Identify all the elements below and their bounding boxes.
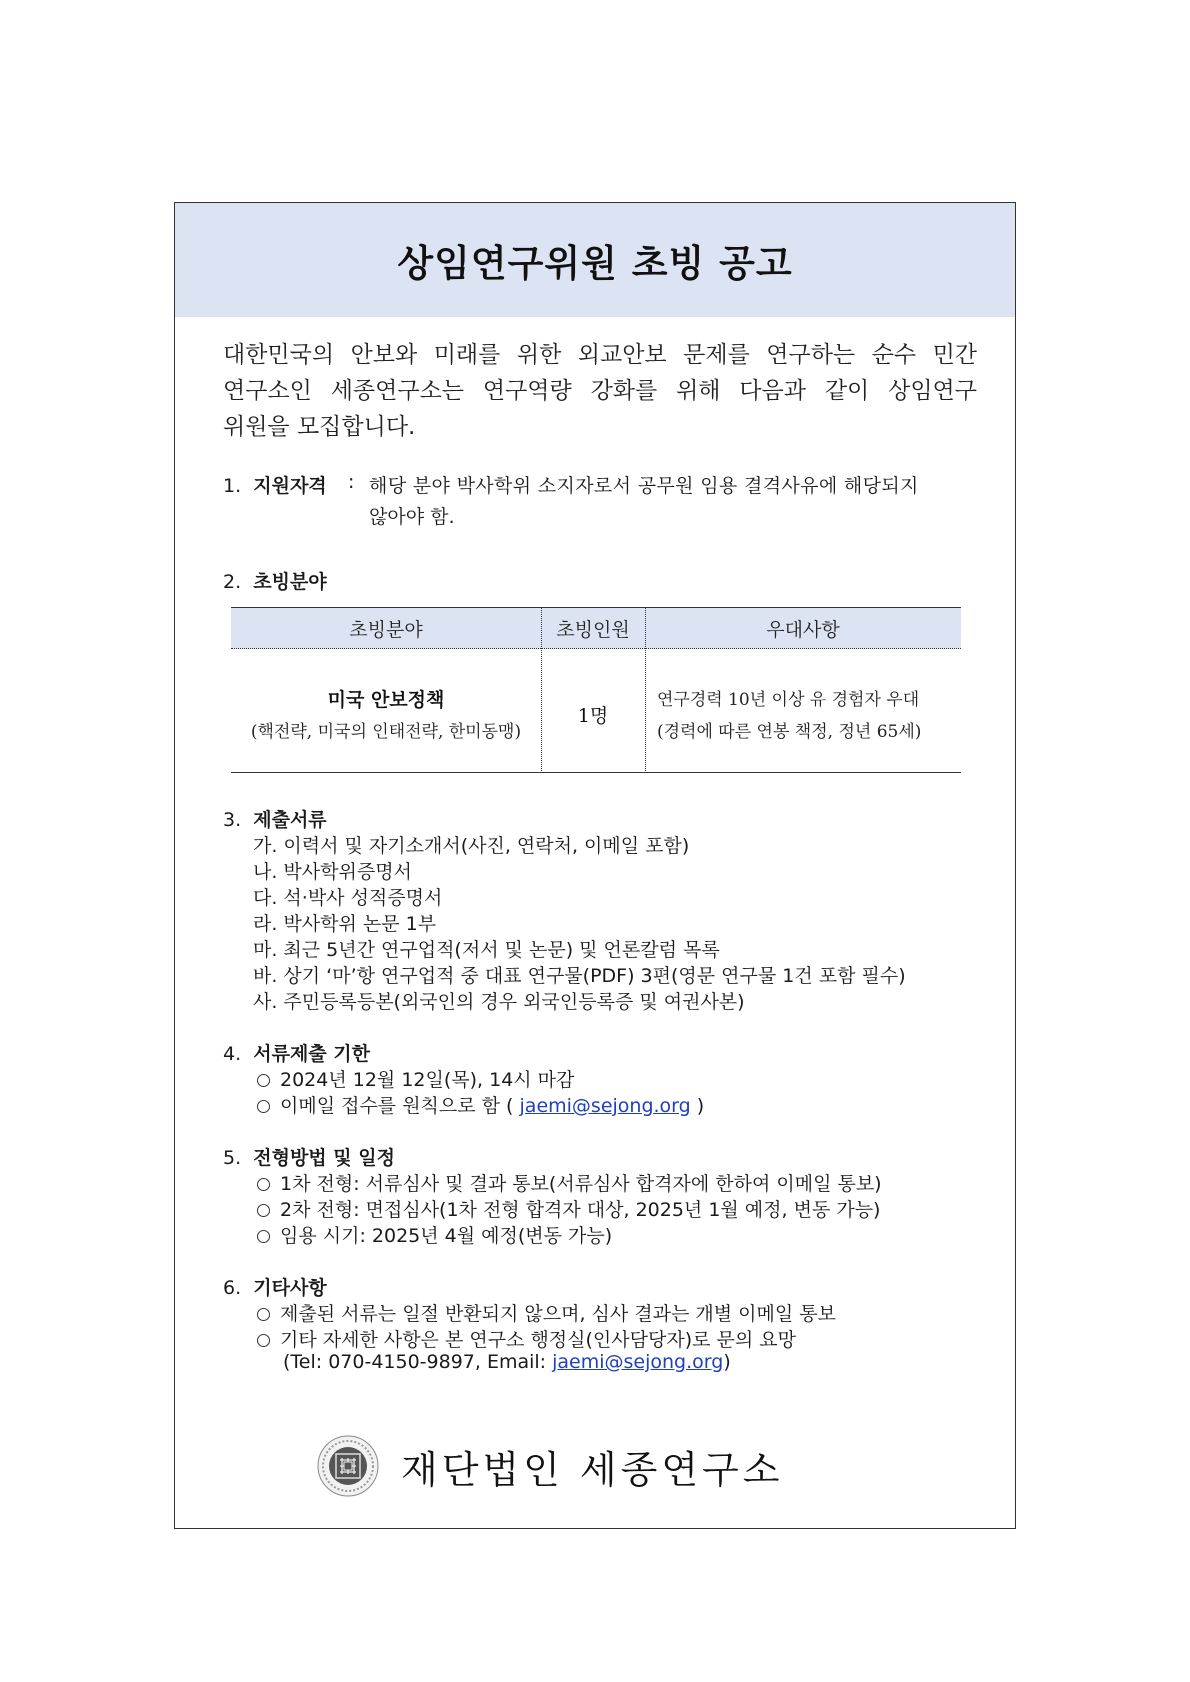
schedule-text: 2차 전형: 면접심사(1차 전형 합격자 대상, 2025년 1월 예정, 변동 가능) <box>280 1199 881 1221</box>
circle-bullet-icon <box>257 1100 270 1113</box>
intro-paragraph <box>223 337 977 445</box>
footer <box>317 1435 783 1497</box>
section-title: 초빙분야 <box>253 571 327 593</box>
section-number: 4. <box>223 1043 242 1065</box>
document-item: 다. 석·박사 성적증명서 <box>253 887 443 909</box>
schedule-item <box>257 1169 882 1196</box>
sejong-seal-icon <box>317 1435 379 1497</box>
section-number: 3. <box>223 809 242 831</box>
count-value: 1명 <box>577 705 609 727</box>
section-title: 전형방법 및 일정 <box>253 1147 395 1169</box>
document-item: 가. 이력서 및 자기소개서(사진, 연락처, 이메일 포함) <box>253 835 690 857</box>
misc-item <box>257 1299 836 1326</box>
section-title: 서류제출 기한 <box>253 1043 370 1065</box>
circle-bullet-icon <box>257 1230 270 1243</box>
section-5-heading <box>223 1143 395 1170</box>
section-1-colon: : <box>348 471 355 493</box>
table-cell-preference <box>645 649 961 773</box>
field-main: 미국 안보정책 <box>327 689 445 711</box>
section-number: 2. <box>223 571 242 593</box>
table-header-cell: 우대사항 <box>766 618 840 641</box>
section-title: 기타사항 <box>253 1277 327 1299</box>
section-1-heading <box>223 471 327 498</box>
intro-line: 연구소인 세종연구소는 연구역량 강화를 위해 다음과 같이 상임연구 <box>223 378 977 404</box>
document-item: 나. 박사학위증명서 <box>253 861 412 883</box>
notice-frame <box>174 202 1016 1529</box>
submission-text-end: ) <box>696 1095 705 1117</box>
table-cell-field <box>231 649 541 773</box>
submission-text: 이메일 접수를 원칙으로 함 ( <box>280 1095 514 1117</box>
misc-text: 제출된 서류는 일절 반환되지 않으며, 심사 결과는 개별 이메일 통보 <box>280 1303 836 1325</box>
intro-line: 위원을 모집합니다. <box>223 414 416 440</box>
section-number: 1. <box>223 475 242 497</box>
document-item: 바. 상기 ‘마’항 연구업적 중 대표 연구물(PDF) 3편(영문 연구물 1건 포함 필수) <box>253 965 906 987</box>
section-title: 제출서류 <box>253 809 327 831</box>
schedule-item <box>257 1221 612 1248</box>
circle-bullet-icon <box>257 1074 270 1087</box>
title-banner <box>175 203 1015 317</box>
table-header-cell: 초빙인원 <box>556 618 630 641</box>
document-item: 마. 최근 5년간 연구업적(저서 및 논문) 및 언론칼럼 목록 <box>253 939 720 961</box>
section-number: 5. <box>223 1147 242 1169</box>
section-1-text: 해당 분야 박사학위 소지자로서 공무원 임용 결격사유에 해당되지 <box>369 475 919 497</box>
contact-line <box>283 1351 731 1373</box>
section-3-heading <box>223 805 327 832</box>
table-bottom-border <box>231 772 961 773</box>
section-4-heading <box>223 1039 370 1066</box>
circle-bullet-icon <box>257 1178 270 1191</box>
table-header-cell: 초빙분야 <box>349 618 423 641</box>
schedule-text: 1차 전형: 서류심사 및 결과 통보(서류심사 합격자에 한하여 이메일 통보) <box>280 1173 882 1195</box>
preference-line: 연구경력 10년 이상 유 경험자 우대 <box>657 690 920 710</box>
section-number: 6. <box>223 1277 242 1299</box>
misc-item <box>257 1325 796 1352</box>
email-link[interactable]: jaemi@sejong.org <box>552 1351 724 1373</box>
schedule-text: 임용 시기: 2025년 4월 예정(변동 가능) <box>280 1225 613 1247</box>
deadline-item <box>257 1065 574 1092</box>
contact-text: (Tel: 070-4150-9897, Email: <box>283 1351 547 1373</box>
section-1-text: 않아야 함. <box>369 506 455 528</box>
intro-line: 대한민국의 안보와 미래를 위한 외교안보 문제를 연구하는 순수 민간 <box>223 342 977 368</box>
page-title: 상임연구위원 초빙 공고 <box>397 242 793 285</box>
organization-name: 재단법인 세종연구소 <box>401 1447 784 1492</box>
circle-bullet-icon <box>257 1334 270 1347</box>
email-link[interactable]: jaemi@sejong.org <box>519 1095 691 1117</box>
circle-bullet-icon <box>257 1204 270 1217</box>
misc-text: 기타 자세한 사항은 본 연구소 행정실(인사담당자)로 문의 요망 <box>280 1329 796 1351</box>
preference-line: (경력에 따른 연봉 책정, 정년 65세) <box>657 722 922 742</box>
section-6-heading <box>223 1273 327 1300</box>
table-cell-count <box>541 649 645 773</box>
deadline-text: 2024년 12월 12일(목), 14시 마감 <box>280 1069 575 1091</box>
contact-text-end: ) <box>723 1351 731 1373</box>
document-item: 사. 주민등록등본(외국인의 경우 외국인등록증 및 여권사본) <box>253 991 745 1013</box>
submission-item <box>257 1091 704 1118</box>
document-item: 라. 박사학위 논문 1부 <box>253 913 437 935</box>
schedule-item <box>257 1195 880 1222</box>
field-sub: (핵전략, 미국의 인태전략, 한미동맹) <box>250 722 522 742</box>
circle-bullet-icon <box>257 1308 270 1321</box>
section-title: 지원자격 <box>253 475 327 497</box>
section-2-heading <box>223 567 327 594</box>
